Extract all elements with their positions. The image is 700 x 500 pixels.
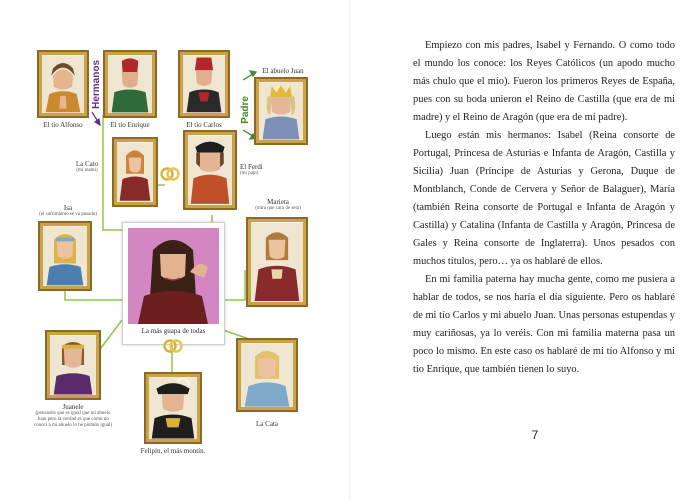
label-abuelo-juan: El abuelo Juan [262,67,304,75]
label-tio-alfonso: El tío Alfonso [43,121,83,129]
label-tio-carlos: El tío Carlos [186,121,222,129]
portrait-girl-selfie-icon [128,228,219,324]
portrait-man-feather-hat-icon [149,377,197,439]
paragraph-3: En mi familia paterna hay mucha gente, como me pusiera a hablar de todos, se nos haría el día siguiente. Pero os hablaré de mi tío Carlos y mi abuelo Juan. Unas personas estupendas y muy cariñosas, ya lo veréis. Con mi familia materna pasa un poco lo mismo. En este caso os hablaré de mi tío Alfonso y mi tío Enrique, que también tienen lo suyo. [413,274,675,375]
label-isa: Isa (el sufrimiento se va pasado) [30,204,106,218]
label-juanele: Juanele (pensaréis que es igual que mi abuelo Juan pero la verdad es que como no conocí a mi abuelo lo he pintado igual) [33,403,113,428]
portrait-prince-icon [50,335,96,395]
portrait-la-cato [112,137,158,207]
label-marieta-note: (mira que cara de seta) [255,206,301,212]
label-padre: Padre [240,96,251,124]
label-isa-note: (el sufrimiento se va pasado) [39,212,97,218]
paragraph-2: Luego están mis hermanos: Isabel (Reina consorte de Portugal, Princesa de Asturias e Infanta de Aragón, Castilla y Sicilia) Juan (Príncipe de Asturias y Gerona, Duque de Montblanch, Conde de Cervera y Señor de Balaguer), María (también Reina consorte de Portugal e Infanta de Aragón y Castilla) y Catalina (Infanta de Castilla y Aragón, Princesa de Gales y Reina consorte de Inglaterra). Unos pesados con muchos títulos, pero… ya os hablaré de ellos. [413,130,675,267]
portrait-queen-icon [117,142,153,202]
label-la-cata: La Cata [256,420,278,428]
center-caption: La más guapa de todas [141,327,206,335]
portrait-man-tall-hat-icon [183,55,225,113]
text-page [350,0,700,500]
portrait-tio-alfonso [37,50,89,118]
portrait-felipin [144,372,202,444]
label-juanele-note: (pensaréis que es igual que mi abuelo Juan pero la verdad es que como no conocí a mi abuelo lo he pintado igual) [33,411,113,428]
portrait-tio-enrique [103,50,157,118]
page-number: 7 [531,428,539,442]
portrait-princess-red-dress-icon [251,222,303,302]
wedding-rings-icon [159,163,181,190]
portrait-la-mas-guapa [128,228,219,324]
portrait-el-ferdi [183,130,237,210]
portrait-woman-blonde-icon [241,343,293,407]
portrait-man-hands-together-icon [42,55,84,113]
portrait-isa [38,221,92,291]
wedding-rings-bottom-icon [162,335,184,362]
label-marieta: Marieta (mira que cara de seta) [250,198,306,212]
portrait-marieta [246,217,308,307]
portrait-abuelo-juan [254,77,308,145]
label-felipin: Felipín, el más montín. [140,447,206,455]
portrait-princess-icon [43,226,87,286]
label-la-cato-note: (mi mami) [76,168,98,174]
paragraph-1: Empiezo con mis padres, Isabel y Fernando. O como todo el mundo los conoce: los Reyes Católicos (un apodo mucho más chulo que el mío). Fueron los primeros Reyes de España, pues con su boda unieron el Reino de Castilla (que era de mi madre) y el Reino de Aragón (que era de mi padre). [413,40,675,123]
label-el-ferdi: El Ferdi (mi papi) [240,163,276,177]
portrait-king-crown-icon [259,82,303,140]
label-la-cato: La Cato (mi mami) [64,160,110,174]
label-hermanos: Hermanos [91,60,102,109]
center-polaroid [122,222,225,345]
portrait-man-red-hat-icon [108,55,152,113]
portrait-la-cata [236,338,298,412]
portrait-king-black-hat-icon [188,135,232,205]
body-text [413,37,675,379]
portrait-juanele [45,330,101,400]
label-el-ferdi-note: (mi papi) [240,171,259,177]
portrait-tio-carlos [178,50,230,118]
label-tio-enrique: El tío Enrique [110,121,150,129]
